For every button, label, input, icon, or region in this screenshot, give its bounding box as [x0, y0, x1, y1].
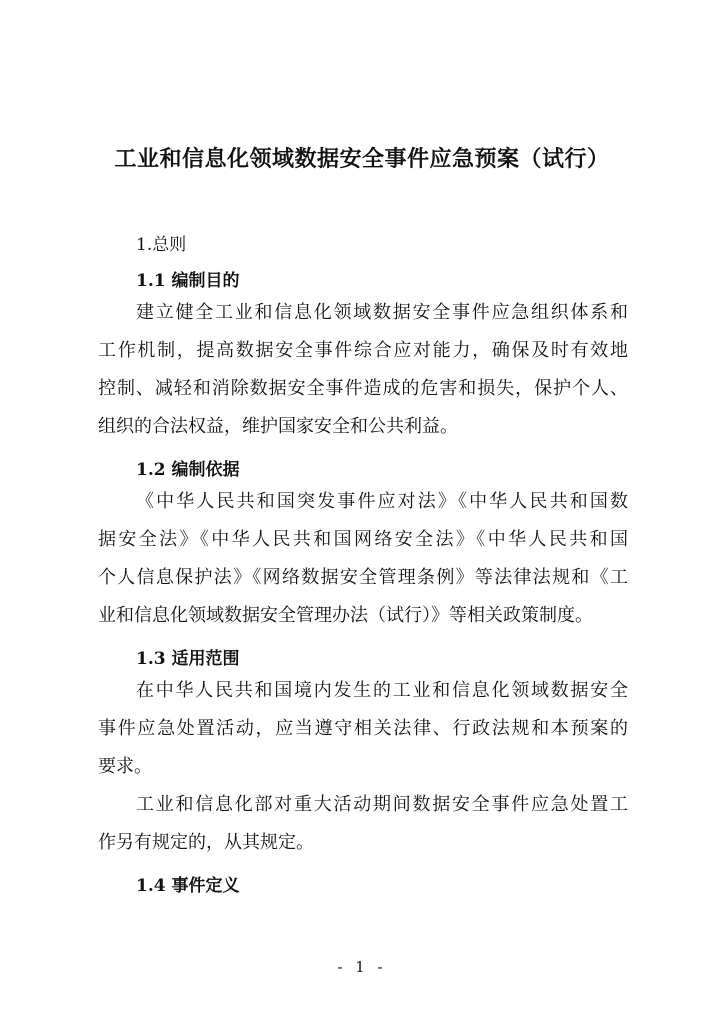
paragraph-line: 工作机制，提高数据安全事件综合应对能力，确保及时有效地 — [98, 340, 628, 361]
paragraph-line: 控制、减轻和消除数据安全事件造成的危害和损失，保护个人、 — [98, 378, 628, 399]
paragraph-line: 事件应急处置活动，应当遵守相关法律、行政法规和本预案的 — [98, 718, 628, 739]
paragraph-line: 据安全法》《中华人民共和国网络安全法》《中华人民共和国 — [98, 529, 628, 550]
paragraph-line: 要求。 — [98, 756, 152, 777]
paragraph-line: 建立健全工业和信息化领域数据安全事件应急组织体系和 — [136, 302, 628, 323]
paragraph-line: 业和信息化领域数据安全管理办法（试行）》等相关政策制度。 — [98, 605, 593, 626]
paragraph-line: 《中华人民共和国突发事件应对法》《中华人民共和国数 — [136, 491, 628, 512]
section-1-3-heading: 1.3 适用范围 — [136, 649, 240, 669]
paragraph-line: 个人信息保护法》《网络数据安全管理条例》等法律法规和《工 — [98, 567, 628, 588]
section-1-2-heading: 1.2 编制依据 — [136, 460, 240, 480]
page-number: - 1 - — [337, 958, 387, 976]
paragraph-line: 工业和信息化部对重大活动期间数据安全事件应急处置工 — [136, 794, 628, 815]
document-title: 工业和信息化领域数据安全事件应急预案（试行） — [114, 146, 610, 172]
paragraph-line: 组织的合法权益，维护国家安全和公共利益。 — [98, 416, 458, 437]
section-1-1-heading: 1.1 编制目的 — [136, 271, 240, 291]
section-1-heading: 1.总则 — [136, 235, 187, 255]
section-1-4-heading: 1.4 事件定义 — [136, 876, 240, 896]
paragraph-line: 作另有规定的，从其规定。 — [98, 832, 314, 853]
paragraph-line: 在中华人民共和国境内发生的工业和信息化领域数据安全 — [136, 680, 628, 701]
